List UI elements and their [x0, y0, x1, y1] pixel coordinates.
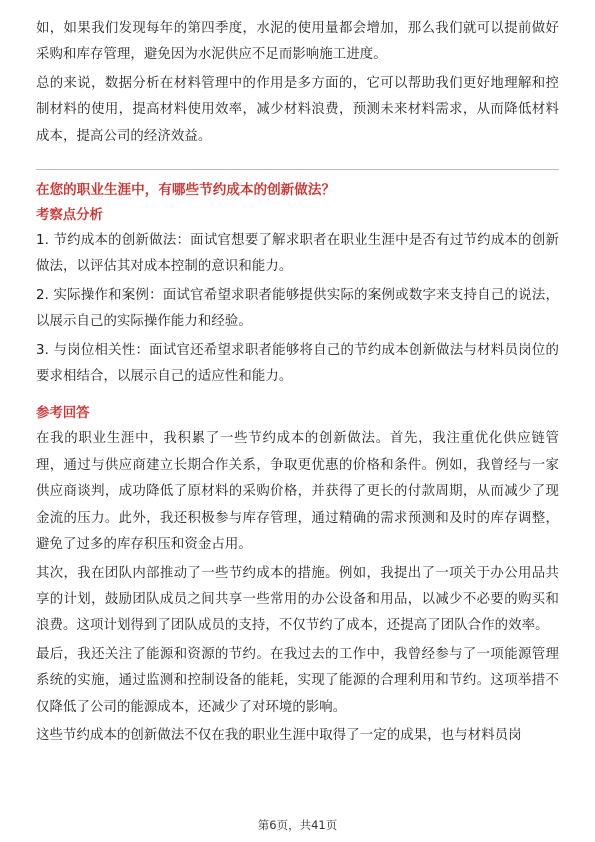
answer-paragraph-3: 最后，我还关注了能源和资源的节约。在我过去的工作中，我曾经参与了一项能源管理系统的实施，通过监测和控制设备的能耗，实现了能源的合理利用和节约。这项举措不仅降低了公司的能源成本，还减少了对环境的影响。 [36, 646, 559, 715]
analysis-heading: 考察点分析 [36, 208, 103, 224]
page-number: 第6页，共41页 [257, 818, 338, 832]
analysis-point-2: 2. 实际操作和案例：面试官希望求职者能够提供实际的案例或数字来支持自己的说法，以展示自己的实际操作能力和经验。 [36, 287, 559, 330]
intro-paragraph-2: 总的来说，数据分析在材料管理中的作用是多方面的，它可以帮助我们更好地理解和控制材料的使用，提高材料使用效率，减少材料浪费，预测未来材料需求，从而降低材料成本，提高公司的经济效益。 [36, 75, 559, 144]
page-content [36, 16, 559, 749]
section-divider [36, 169, 559, 170]
answer-paragraph-2: 其次，我在团队内部推动了一些节约成本的措施。例如，我提出了一项关于办公用品共享的计划，鼓励团队成员之间共享一些常用的办公设备和用品，以减少不必要的购买和浪费。这项计划得到了团队成员的支持，不仅节约了成本，还提高了团队合作的效率。 [36, 565, 559, 634]
answer-paragraph-4: 这些节约成本的创新做法不仅在我的职业生涯中取得了一定的成果，也与材料员岗 [36, 727, 522, 743]
analysis-point-3: 3. 与岗位相关性：面试官还希望求职者能够将自己的节约成本创新做法与材料员岗位的要求相结合，以展示自己的适应性和能力。 [36, 342, 559, 385]
answer-heading: 参考回答 [36, 406, 90, 422]
intro-paragraph-1: 如，如果我们发现每年的第四季度，水泥的使用量都会增加，那么我们就可以提前做好采购和库存管理，避免因为水泥供应不足而影响施工进度。 [36, 21, 559, 63]
answer-paragraph-1: 在我的职业生涯中，我积累了一些节约成本的创新做法。首先，我注重优化供应链管理，通过与供应商建立长期合作关系，争取更优惠的价格和条件。例如，我曾经与一家供应商谈判，成功降低了原材料的采购价格，并获得了更长的付款周期，从而减少了现金流的压力。此外，我还积极参与库存管理，通过精确的需求预测和及时的库存调整，避免了过多的库存积压和资金占用。 [36, 431, 559, 553]
analysis-point-1: 1. 节约成本的创新做法：面试官想要了解求职者在职业生涯中是否有过节约成本的创新做法，以评估其对成本控制的意识和能力。 [36, 233, 559, 275]
question-title: 在您的职业生涯中，有哪些节约成本的创新做法？ [36, 182, 336, 199]
